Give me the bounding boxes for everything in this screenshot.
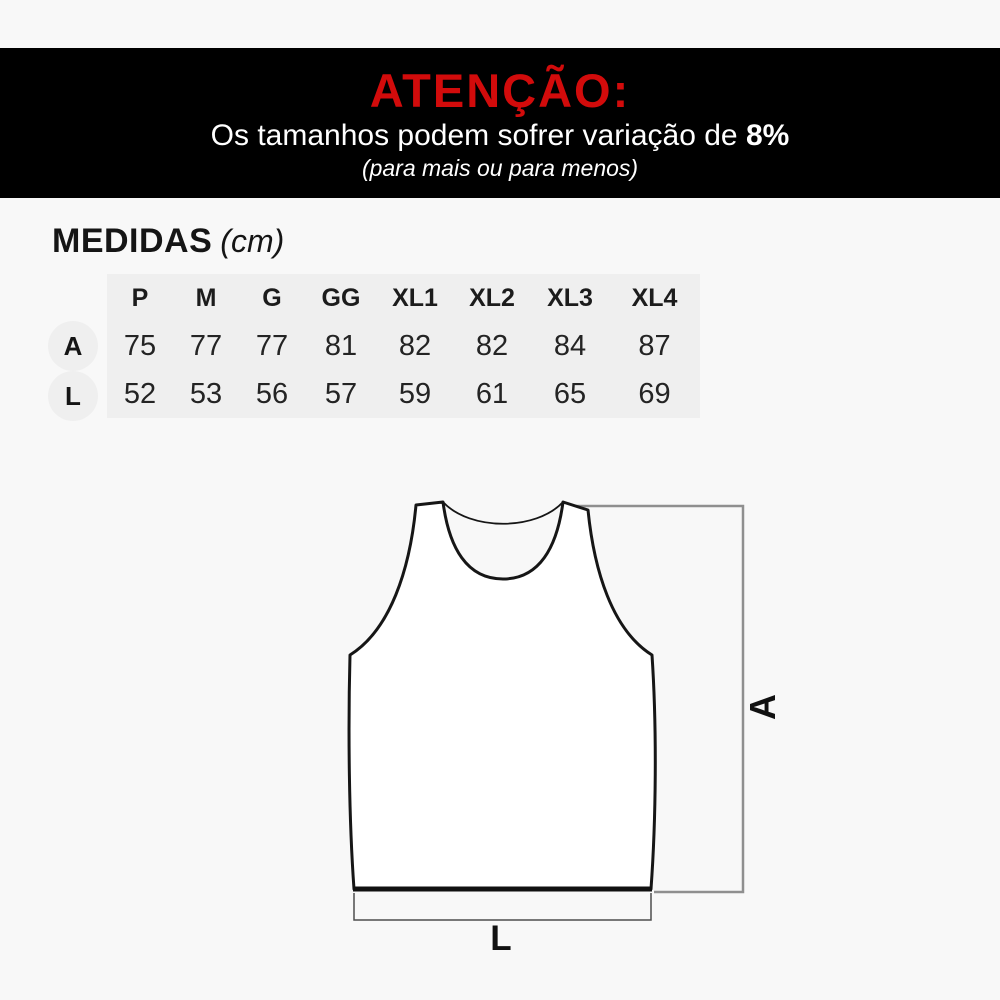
width-label: L <box>490 919 512 958</box>
medidas-title: MEDIDAS <box>52 222 213 260</box>
height-label: A <box>741 694 783 720</box>
cell-a-gg: 81 <box>324 329 358 362</box>
attention-note: (para mais ou para menos) <box>361 154 639 181</box>
column-header-xl4: XL4 <box>631 283 678 312</box>
width-measure-bracket <box>354 893 651 920</box>
cell-l-m: 53 <box>189 377 223 410</box>
cell-a-m: 77 <box>189 329 223 362</box>
cell-l-xl4: 69 <box>638 377 671 410</box>
cell-a-g: 77 <box>255 329 289 362</box>
cell-l-xl3: 65 <box>553 377 587 410</box>
cell-a-xl2: 82 <box>475 329 509 362</box>
cell-l-gg: 57 <box>324 377 358 410</box>
tank-top-outline <box>349 502 655 889</box>
row-label-l-badge: L <box>48 371 98 421</box>
attention-subtitle-percent: 8% <box>745 118 790 152</box>
cell-l-p: 52 <box>123 377 157 410</box>
back-neckline <box>443 502 563 524</box>
attention-title: ATENÇÃO: <box>369 63 631 117</box>
cell-l-g: 56 <box>255 377 289 410</box>
cell-a-xl3: 84 <box>553 329 587 362</box>
attention-subtitle-text: Os tamanhos podem sofrer variação de <box>210 118 746 152</box>
row-label-a-badge: A <box>48 321 98 371</box>
column-header-gg: GG <box>321 283 361 312</box>
cell-l-xl2: 61 <box>475 377 509 410</box>
cell-l-xl1: 59 <box>398 377 432 410</box>
column-header-xl2: XL2 <box>469 283 515 312</box>
cell-a-p: 75 <box>123 329 157 362</box>
column-header-g: G <box>262 283 282 312</box>
column-header-p: P <box>131 283 149 312</box>
column-header-xl1: XL1 <box>392 283 438 312</box>
cell-a-xl4: 87 <box>638 329 671 362</box>
column-header-m: M <box>195 283 217 312</box>
column-header-xl3: XL3 <box>547 283 593 312</box>
cell-a-xl1: 82 <box>398 329 432 362</box>
medidas-unit: (cm) <box>220 223 285 259</box>
